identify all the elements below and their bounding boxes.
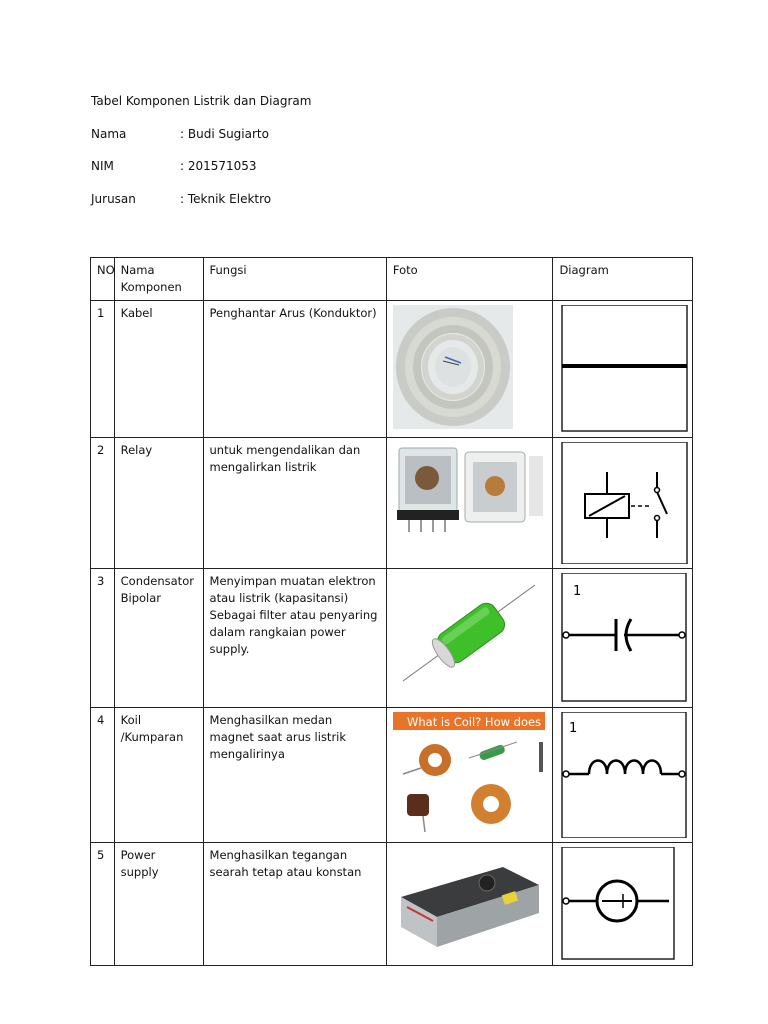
power-supply-photo (393, 847, 543, 955)
nim-label: NIM (91, 159, 114, 173)
row-nama: Koil /Kumparan (114, 708, 203, 843)
table-row (91, 843, 693, 966)
header-diagram: Diagram (553, 258, 693, 301)
table-header-row (91, 258, 693, 301)
name-label: Nama (91, 127, 127, 141)
row-no: 5 (91, 843, 115, 966)
header-nama: Nama Komponen (114, 258, 203, 301)
row-nama: Power supply (114, 843, 203, 966)
header-fungsi: Fungsi (203, 258, 386, 301)
row-fungsi: Penghantar Arus (Konduktor) (203, 301, 386, 438)
row-no: 2 (91, 438, 115, 569)
jurusan-value: : Teknik Elektro (180, 192, 272, 206)
dc-source-symbol (559, 847, 679, 961)
table-row (91, 301, 693, 438)
row-no: 3 (91, 569, 115, 708)
component-table (90, 257, 693, 966)
cable-coil-photo (393, 305, 513, 429)
relay-symbol (559, 442, 689, 564)
header-no: NO (91, 258, 115, 301)
header-foto: Foto (386, 258, 553, 301)
jurusan-label: Jurusan (91, 192, 136, 206)
wire-symbol (559, 305, 689, 433)
row-nama: Relay (114, 438, 203, 569)
row-fungsi: Menghasilkan tegangan searah tetap atau konstan (203, 843, 386, 966)
coil-photo (393, 712, 545, 836)
row-fungsi: Menyimpan muatan elektron atau listrik (kapasitansi) Sebagai filter atau penyaring dalam rangkaian power supply. (203, 569, 386, 708)
name-value: : Budi Sugiarto (180, 127, 269, 141)
row-fungsi: Menghasilkan medan magnet saat arus listrik mengalirinya (203, 708, 386, 843)
row-no: 4 (91, 708, 115, 843)
capacitor-symbol (559, 573, 689, 703)
table-row (91, 438, 693, 569)
row-nama: Condensator Bipolar (114, 569, 203, 708)
nim-value: : 201571053 (180, 159, 257, 173)
row-no: 1 (91, 301, 115, 438)
table-row (91, 708, 693, 843)
capacitor-diagram-label: 1 (573, 584, 582, 599)
relay-photo (393, 442, 545, 534)
capacitor-photo (393, 573, 541, 697)
inductor-diagram-label: 1 (569, 721, 578, 736)
document-title: Tabel Komponen Listrik dan Diagram (91, 94, 312, 108)
row-fungsi: untuk mengendalikan dan mengalirkan listrik (203, 438, 386, 569)
coil-photo-caption: What is Coil? How does (406, 715, 541, 729)
table-row (91, 569, 693, 708)
inductor-symbol (559, 712, 689, 838)
row-nama: Kabel (114, 301, 203, 438)
